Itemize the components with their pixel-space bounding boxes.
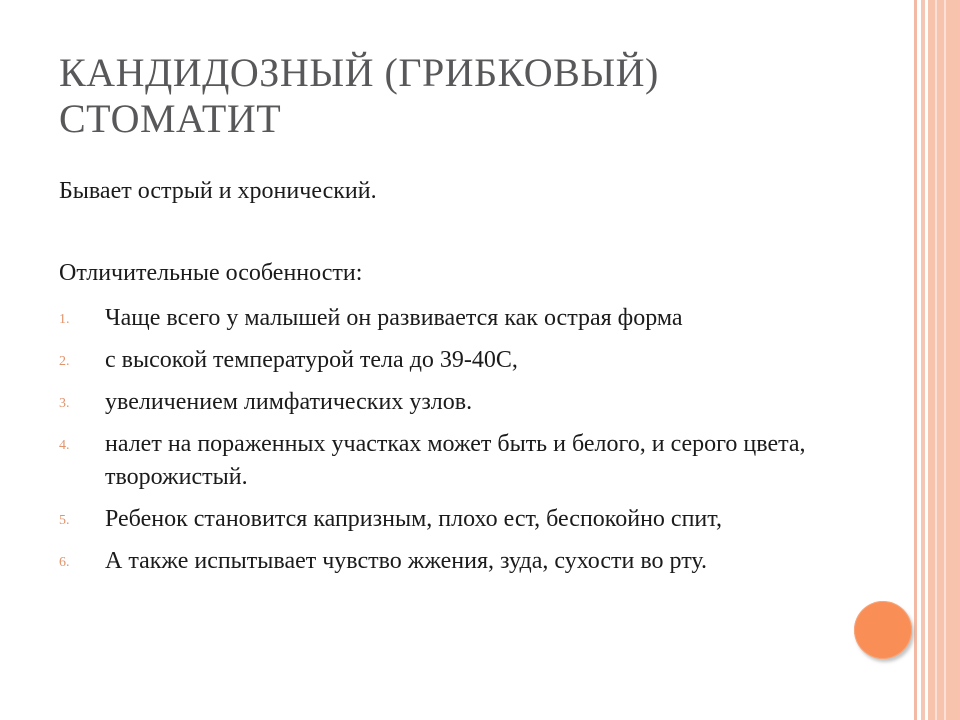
features-heading: Отличительные особенности: xyxy=(59,260,363,286)
list-item xyxy=(0,428,900,494)
list-item-text: Чаще всего у малышей он развивается как острая форма xyxy=(105,305,683,331)
list-item xyxy=(0,302,900,335)
stripe xyxy=(935,0,937,720)
list-item-text: налет на пораженных участках может быть и белого, и серого цвета, творожистый. xyxy=(105,431,806,490)
list-item xyxy=(0,503,900,536)
stripe xyxy=(944,0,946,720)
list-item xyxy=(0,386,900,419)
list-item-number: 5. xyxy=(59,513,70,528)
list-item-number: 6. xyxy=(59,555,70,570)
list-item-number: 2. xyxy=(59,354,70,369)
stripe xyxy=(921,0,925,720)
list-item-text: Ребенок становится капризным, плохо ест, беспокойно спит, xyxy=(105,506,722,532)
list-item-text: А также испытывает чувство жжения, зуда, сухости во рту. xyxy=(105,548,707,574)
decorative-stripes xyxy=(914,0,960,720)
list-item-number: 4. xyxy=(59,438,70,453)
list-item xyxy=(0,344,900,377)
intro-text: Бывает острый и хронический. xyxy=(59,178,377,204)
list-item-text: с высокой температурой тела до 39-40С, xyxy=(105,347,518,373)
stripe xyxy=(914,0,917,720)
slide-title: КАНДИДОЗНЫЙ (ГРИБКОВЫЙ) СТОМАТИТ xyxy=(59,50,659,141)
list-item xyxy=(0,545,900,578)
decorative-circle-icon xyxy=(854,601,912,659)
list-item-number: 3. xyxy=(59,396,70,411)
list-item-text: увеличением лимфатических узлов. xyxy=(105,389,473,415)
list-item-number: 1. xyxy=(59,312,70,327)
features-list xyxy=(0,302,900,578)
